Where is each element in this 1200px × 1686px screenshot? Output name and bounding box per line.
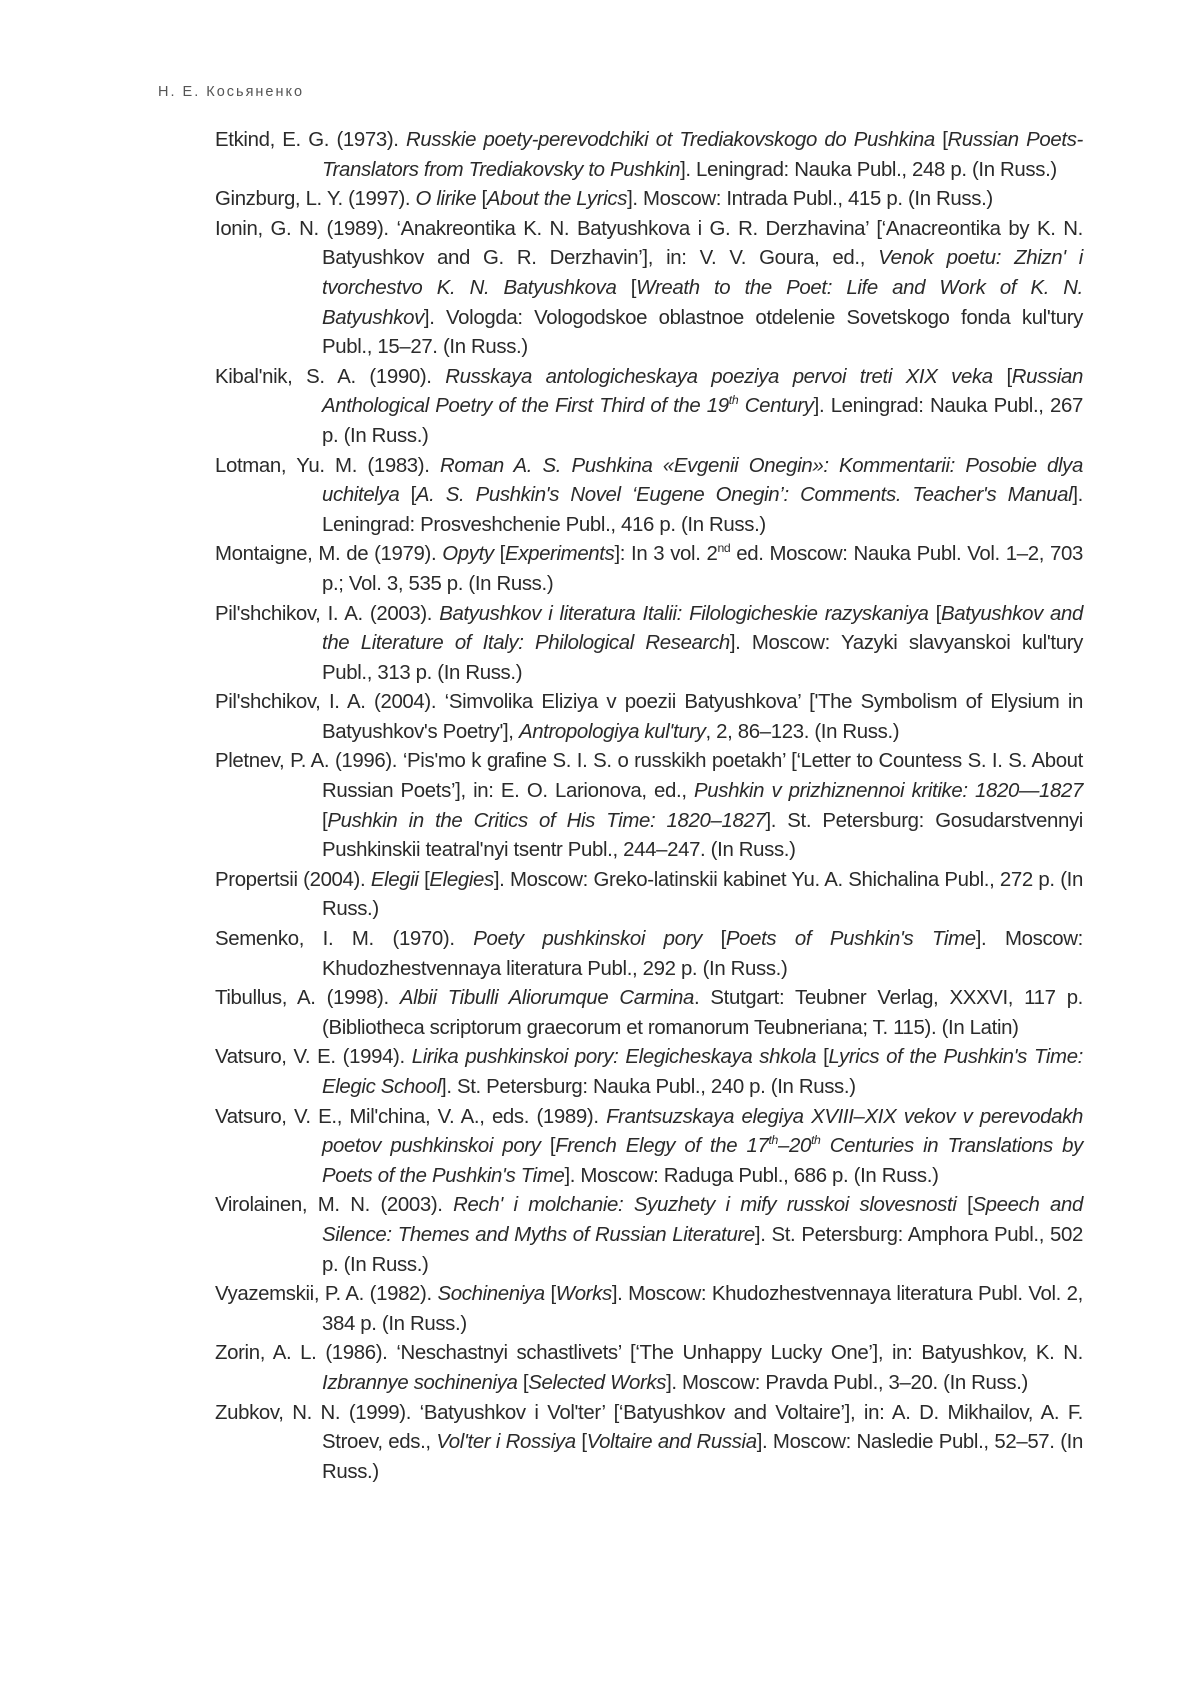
reference-text: , 2, 86–123. (In Russ.) [706,721,900,743]
reference-entry [215,126,1083,185]
reference-text: Virolainen, M. N. (2003). [215,1194,453,1216]
reference-italic-title: Batyushkov and the Literature of Italy: Philological Research [322,603,1083,655]
reference-text: Pletnev, P. A. (1996). ‘Pis'mo k grafine S. I. S. o russkikh poetakh’ [‘Letter to Countess S. I. S. About Russian Poets’], in: E. O. Larionova, ed., [215,750,1083,802]
reference-text: ]. Moscow: Raduga Publ., 686 p. (In Russ.) [564,1165,938,1187]
reference-text: Montaigne, M. de (1979). [215,543,442,565]
reference-italic-title: Vol'ter i Rossiya [436,1431,575,1453]
reference-italic-title: Albii Tibulli Aliorumque Carmina [400,987,694,1009]
reference-text: ]. Leningrad: Prosveshchenie Publ., 416 p. (In Russ.) [322,484,1083,536]
reference-text: ]. St. Petersburg: Amphora Publ., 502 p. (In Russ.) [322,1224,1083,1276]
reference-text: [ [702,928,726,950]
reference-entry [215,984,1083,1043]
reference-italic-title: Century [738,395,813,417]
reference-entry [215,1280,1083,1339]
reference-text: Ionin, G. N. (1989). ‘Anakreontika K. N. Batyushkova i G. R. Derzhavina’ [‘Anacreontika by K. N. Batyushkov and G. R. Derzhavin’], in: V. V. Goura, ed., [215,218,1083,270]
reference-entry [215,925,1083,984]
reference-italic-title: Speech and Silence: Themes and Myths of Russian Literature [322,1194,1083,1246]
reference-italic-title: Elegies [429,869,493,891]
reference-italic-title: Lyrics of the Pushkin's Time: Elegic School [322,1046,1083,1098]
reference-text: [ [929,603,941,625]
reference-italic-title: Lirika pushkinskoi pory: Elegicheskaya shkola [412,1046,816,1068]
reference-text: [ [935,129,948,151]
reference-text: ]. St. Petersburg: Gosudarstvennyi Pushkinskii teatral'nyi tsentr Publ., 244–247. (In Russ.) [322,810,1083,862]
reference-text: Vatsuro, V. E. (1994). [215,1046,412,1068]
reference-text: [ [518,1372,529,1394]
reference-text: ]. Moscow: Pravda Publ., 3–20. (In Russ.) [666,1372,1028,1394]
reference-text: Lotman, Yu. M. (1983). [215,455,440,477]
reference-text: [ [494,543,505,565]
reference-text: Etkind, E. G. (1973). [215,129,406,151]
reference-text: Vatsuro, V. E., Mil'china, V. A., eds. (1989). [215,1106,606,1128]
reference-italic-title: Russian Anthological Poetry of the First Third of the 19 [322,366,1083,418]
reference-italic-title: Works [556,1283,612,1305]
reference-entry [215,1339,1083,1398]
reference-italic-title: Russkaya antologicheskaya poeziya pervoi treti XIX veka [445,366,993,388]
page [0,0,1200,1686]
reference-entry [215,540,1083,599]
reference-text: Propertsii (2004). [215,869,371,891]
reference-italic-title: About the Lyrics [487,188,627,210]
reference-italic-title: Batyushkov i literatura Italii: Filologicheskie razyskaniya [439,603,928,625]
reference-italic-title: Elegii [371,869,419,891]
reference-italic-title: Pushkin v prizhiznennoi kritike: 1820—1827 [694,780,1083,802]
reference-text: ]. Moscow: Khudozhestvennaya literatura Publ., 292 p. (In Russ.) [322,928,1083,980]
reference-entry [215,1103,1083,1192]
reference-text: ]. St. Petersburg: Nauka Publ., 240 p. (In Russ.) [441,1076,856,1098]
reference-entry [215,866,1083,925]
reference-italic-title: Experiments [505,543,614,565]
reference-entry [215,747,1083,865]
reference-text: [ [576,1431,587,1453]
reference-entry [215,363,1083,452]
reference-italic-title: th [811,1133,821,1147]
reference-italic-title: th [768,1133,778,1147]
reference-italic-title: Voltaire and Russia [587,1431,757,1453]
reference-italic-title: O lirike [416,188,477,210]
reference-text: [ [322,810,327,832]
reference-entry [215,688,1083,747]
reference-italic-title: Centuries in Translations by Poets of the Pushkin's Time [322,1135,1083,1187]
reference-text: [ [541,1135,556,1157]
reference-italic-title: Selected Works [528,1372,666,1394]
reference-text: nd [717,542,730,556]
reference-text: [ [476,188,487,210]
reference-text: Semenko, I. M. (1970). [215,928,473,950]
reference-italic-title: Roman A. S. Pushkina «Evgenii Onegin»: Kommentarii: Posobie dlya uchitelya [322,455,1083,507]
reference-text: [ [616,277,636,299]
reference-text: ]. Leningrad: Nauka Publ., 267 p. (In Russ.) [322,395,1083,447]
reference-text: [ [816,1046,828,1068]
running-head: Н. Е. Косьяненко [158,84,304,100]
reference-text: [ [957,1194,973,1216]
reference-entry [215,1191,1083,1280]
reference-italic-title: Pushkin in the Critics of His Time: 1820–1827 [327,810,765,832]
reference-italic-title: French Elegy of the 17 [555,1135,768,1157]
reference-italic-title: A. S. Pushkin's Novel ‘Eugene Onegin’: Comments. Teacher's Manual [416,484,1072,506]
reference-entry [215,600,1083,689]
reference-text: Zorin, A. L. (1986). ‘Neschastnyi schastlivets’ [‘The Unhappy Lucky One’], in: Batyushkov, K. N. [215,1342,1083,1364]
reference-list [215,126,1083,1487]
reference-text: Ginzburg, L. Y. (1997). [215,188,416,210]
reference-italic-title: Russian Poets-Translators from Trediakovsky to Pushkin [322,129,1083,181]
reference-entry [215,185,1083,215]
reference-text: Kibal'nik, S. A. (1990). [215,366,445,388]
reference-text: Pil'shchikov, I. A. (2003). [215,603,439,625]
reference-italic-title: Antropologiya kul'tury [519,721,706,743]
reference-text: ]. Moscow: Greko-latinskii kabinet Yu. A. Shichalina Publ., 272 p. (In Russ.) [322,869,1083,921]
reference-text: [ [399,484,416,506]
reference-italic-title: Russkie poety-perevodchiki ot Trediakovskogo do Pushkina [406,129,935,151]
reference-entry [215,452,1083,541]
reference-italic-title: Frantsuzskaya elegiya XVIII–XIX vekov v perevodakh poetov pushkinskoi pory [322,1106,1083,1158]
reference-text: . Stutgart: Teubner Verlag, XXXVI, 117 p. (Bibliotheca scriptorum graecorum et romanorum Teubneriana; T. 115). (In Latin) [322,987,1083,1039]
reference-text: [ [419,869,430,891]
reference-italic-title: Wreath to the Poet: Life and Work of K. N. Batyushkov [322,277,1083,329]
reference-italic-title: Venok poetu: Zhizn' i tvorchestvo K. N. Batyushkova [322,247,1083,299]
reference-text: [ [545,1283,556,1305]
reference-entry [215,1043,1083,1102]
reference-italic-title: –20 [778,1135,811,1157]
reference-text: Pil'shchikov, I. A. (2004). ‘Simvolika Eliziya v poezii Batyushkova’ ['The Symbolism of Elysium in Batyushkov's Poetry'], [215,691,1083,743]
reference-text: ]: In 3 vol. 2 [614,543,717,565]
reference-text: Vyazemskii, P. A. (1982). [215,1283,438,1305]
reference-entry [215,215,1083,363]
reference-italic-title: Poety pushkinskoi pory [473,928,702,950]
reference-text: Tibullus, A. (1998). [215,987,400,1009]
reference-italic-title: Poets of Pushkin's Time [726,928,976,950]
reference-text: ]. Moscow: Intrada Publ., 415 p. (In Russ.) [627,188,993,210]
reference-entry [215,1399,1083,1488]
reference-text: ]. Leningrad: Nauka Publ., 248 p. (In Russ.) [680,159,1057,181]
reference-italic-title: Opyty [442,543,494,565]
reference-italic-title: Izbrannye sochineniya [322,1372,518,1394]
reference-text: ]. Moscow: Yazyki slavyanskoi kul'tury Publ., 313 p. (In Russ.) [322,632,1083,684]
reference-text: ]. Moscow: Nasledie Publ., 52–57. (In Russ.) [322,1431,1083,1483]
reference-italic-title: Sochineniya [438,1283,545,1305]
reference-italic-title: Rech' i molchanie: Syuzhety i mify russkoi slovesnosti [453,1194,956,1216]
reference-text: ]. Vologda: Vologodskoe oblastnoe otdelenie Sovetskogo fonda kul'tury Publ., 15–27. (In Russ.) [322,307,1083,359]
reference-text: [ [993,366,1012,388]
reference-text: ]. Moscow: Khudozhestvennaya literatura Publ. Vol. 2, 384 p. (In Russ.) [322,1283,1083,1335]
reference-text: ed. Moscow: Nauka Publ. Vol. 1–2, 703 p.; Vol. 3, 535 p. (In Russ.) [322,543,1083,595]
reference-text: Zubkov, N. N. (1999). ‘Batyushkov i Vol'ter’ [‘Batyushkov and Voltaire’], in: A. D. Mikhailov, A. F. Stroev, eds., [215,1402,1083,1454]
reference-italic-title: th [729,394,739,408]
